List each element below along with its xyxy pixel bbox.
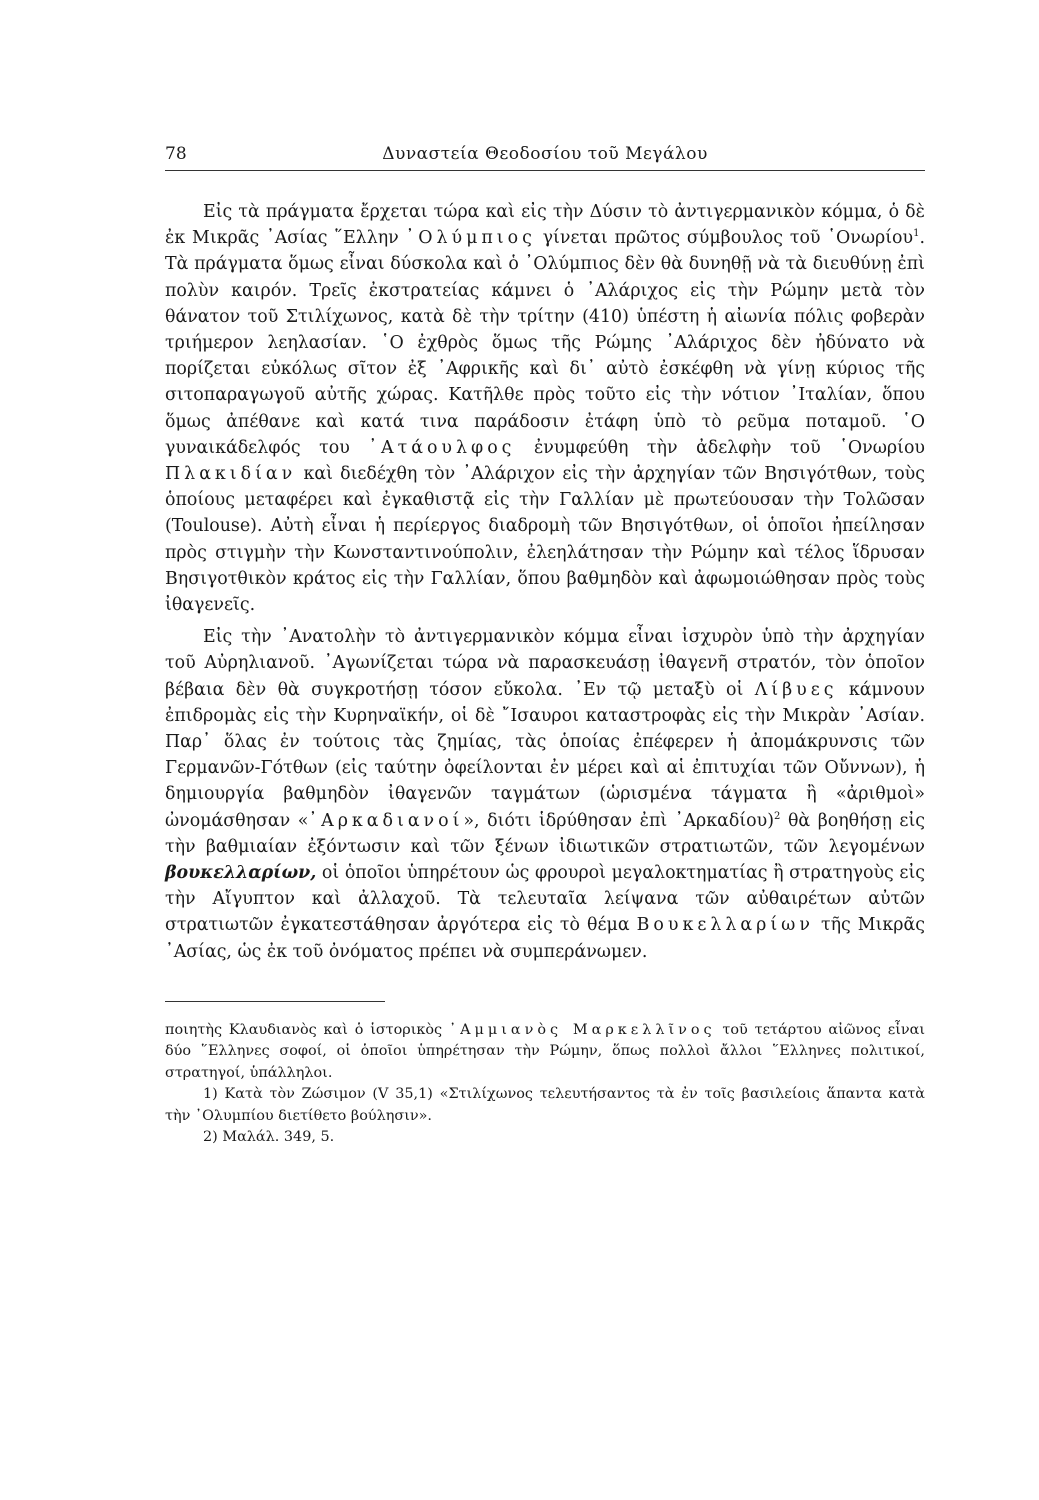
text-run: ποιητὴς Κλαυδιανὸς καὶ ὁ ἱστορικὸς — [165, 1021, 449, 1038]
text-run: κάμνουν ἐπιδρομὰς εἰς τὴν Κυρηναϊκήν, οἱ δὲ ῎Ισαυροι καταστροφὰς εἰς τὴν Μικρὰν ᾿Ασίαν. Παρ᾿ ὅλας ἐν τούτοις τὰς ζημίας, τὰς ὁποίας ἐπέφερεν ἡ ἀπομάκρυνσις τῶν Γερμανῶν-Γότθων (εἰς ταύτην ὀφείλονται ἐν μέρει καὶ αἱ ἐπιτυχίαι τῶν Οὔννων), ἡ δημιουργία βαθμηδὸν ἰθαγενῶν ταγμάτων (ὡρισμένα τάγματα ἢ «ἀριθμοὶ» ὠνομάσθησαν « — [165, 679, 925, 831]
text-run: καὶ διεδέχθη τὸν ᾿Αλάριχον εἰς τὴν ἀρχηγίαν τῶν Βησιγότθων, τοὺς ὁποίους μεταφέρει καὶ ἐγκαθιστᾷ εἰς τὴν Γαλλίαν μὲ πρωτεύουσαν τὴν Τολῶσαν (Toulouse). Αὐτὴ εἶναι ἡ περίεργος διαδρομὴ τῶν Βησιγότθων, οἱ ὁποῖοι ἠπείλησαν πρὸς στιγμὴν τὴν Κωνσταντινούπολιν, ἐλεηλάτησαν τὴν Ρώμην καὶ τέλος ἵδρυσαν Βησιγοτθικὸν κράτος εἰς τὴν Γαλλίαν, ὅπου βαθμηδὸν καὶ ἀφωμοιώθησαν πρὸς τοὺς ἰθαγενεῖς. — [165, 464, 925, 616]
name-ataulf: ᾿Ατάουλφος — [368, 437, 516, 458]
body-text — [165, 199, 925, 965]
paragraph-2 — [165, 624, 925, 965]
term-boukellarioi: βουκελλαρίων, — [165, 863, 317, 884]
text-run: Εἰς τὰ πράγματα ἔρχεται τώρα καὶ εἰς τὴν Δύσιν τὸ ἀντιγερμανικὸν κόμμα, ὁ δὲ ἐκ Μικρᾶς ᾿Ασίας ῞Ελλην — [165, 202, 925, 249]
footnote-1: 1) Κατὰ τὸν Ζώσιμον (V 35,1) «Στιλίχωνος τελευτήσαντος τὰ ἐν τοῖς βασιλείοις ἅπαντα κατὰ τὴν ᾿Ολυμπίου διετίθετο βούλησιν». — [165, 1086, 925, 1124]
book-page — [165, 140, 925, 1149]
name-boukellarion-theme: Βουκελλαρίων — [636, 915, 814, 936]
name-libyes: Λίβυες — [754, 679, 838, 700]
footnotes — [165, 1020, 925, 1149]
text-run: οἱ ὁποῖοι ὑπηρέτουν ὡς φρουροὶ μεγαλοκτηματίας ἢ στρατηγοὺς εἰς τὴν Αἴγυπτον καὶ ἀλλαχοῦ. Τὰ τελευταῖα λείψανα τῶν αὐθαιρέτων αὐτῶν στρατιωτῶν ἐγκατεστάθησαν ἀργότερα εἰς τὸ θέμα — [165, 863, 925, 936]
name-olympios: ᾿Ολύμπιος — [405, 228, 536, 249]
page-number: 78 — [165, 144, 187, 164]
text-run: τοῦ τετάρτου αἰῶνος εἶναι δύο ῞Ελληνες σοφοί, οἱ ὁποῖοι ὑπηρέτησαν τὴν Ρώμην, ὅπως πολλοὶ ἄλλοι ῞Ελληνες πολιτικοί, στρατηγοί, ὑπάλληλοι. — [165, 1021, 925, 1081]
name-placidia: Πλακιδίαν — [165, 464, 297, 485]
footnote-ref-2: 2 — [774, 810, 781, 822]
footnote-continuation — [165, 1020, 925, 1085]
text-run: Εἰς τὴν ᾿Ανατολὴν τὸ ἀντιγερμανικὸν κόμμα εἶναι ἰσχυρὸν ὑπὸ τὴν ἀρχηγίαν τοῦ Αὐρηλιανοῦ. ᾿Αγωνίζεται τώρα νὰ παρασκευάσῃ ἰθαγενῆ στρατόν, τὸν ὁποῖον βέβαια δὲν θὰ συγκροτήσῃ τόσον εὔκολα. ᾿Εν τῷ μεταξὺ οἱ — [165, 627, 925, 700]
footnote-ref-1: 1 — [913, 228, 920, 240]
name-ammianus: ᾿Αμμιανὸς Μαρκελλῖνος — [448, 1021, 716, 1038]
footnote-2: 2) Μαλάλ. 349, 5. — [203, 1129, 335, 1146]
paragraph-1 — [165, 199, 925, 618]
text-run: . Τὰ πράγματα ὅμως εἶναι δύσκολα καὶ ὁ ᾿Ολύμπιος δὲν θὰ δυνηθῇ νὰ τὰ διευθύνῃ ἐπὶ πολὺν καιρόν. Τρεῖς ἐκστρατείας κάμνει ὁ ᾿Αλάριχος εἰς τὴν Ρώμην μετὰ τὸν θάνατον τοῦ Στιλίχωνος, κατὰ δὲ τὴν τρίτην (410) ὑπέστη ἡ αἰωνία πόλις φοβερὰν τριήμερον λεηλασίαν. ῾Ο ἐχθρὸς ὅμως τῆς Ρώμης ᾿Αλάριχος δὲν ἠδύνατο νὰ πορίζεται εὐκόλως σῖτον ἐξ ᾿Αφρικῆς καὶ δι᾿ αὐτὸ ἐσκέφθη νὰ γίνῃ κύριος τῆς σιτοπαραγωγοῦ αὐτῆς χώρας. Κατῆλθε πρὸς τοῦτο εἰς τὴν νότιον ᾿Ιταλίαν, ὅπου ὅμως ἀπέθανε καὶ κατά τινα παράδοσιν ἐτάφη ὑπὸ τὸ ρεῦμα ποταμοῦ. ῾Ο γυναικάδελφός του — [165, 228, 925, 458]
text-run: γίνεται πρῶτος σύμβουλος τοῦ ῾Ονωρίου — [535, 228, 914, 249]
text-run: θὰ βοηθήσῃ εἰς τὴν βαθμιαίαν ἐξόντωσιν καὶ τῶν ξένων ἰδιωτικῶν στρατιωτῶν, τῶν λεγομένων — [165, 810, 925, 857]
running-title: Δυναστεία Θεοδοσίου τοῦ Μεγάλου — [382, 144, 708, 164]
text-run: », διότι ἱδρύθησαν ἐπὶ ᾿Αρκαδίου) — [463, 810, 775, 831]
text-run: ἐνυμφεύθη τὴν ἀδελφὴν τοῦ ῾Ονωρίου — [515, 437, 925, 458]
footnote-separator — [165, 1001, 385, 1002]
text-run: τῆς Μικρᾶς ᾿Ασίας, ὡς ἐκ τοῦ ὀνόματος πρέπει νὰ συμπεράνωμεν. — [165, 915, 925, 962]
name-arkadianoi: ᾿Αρκαδιανοί — [308, 810, 464, 831]
running-head — [165, 140, 925, 171]
